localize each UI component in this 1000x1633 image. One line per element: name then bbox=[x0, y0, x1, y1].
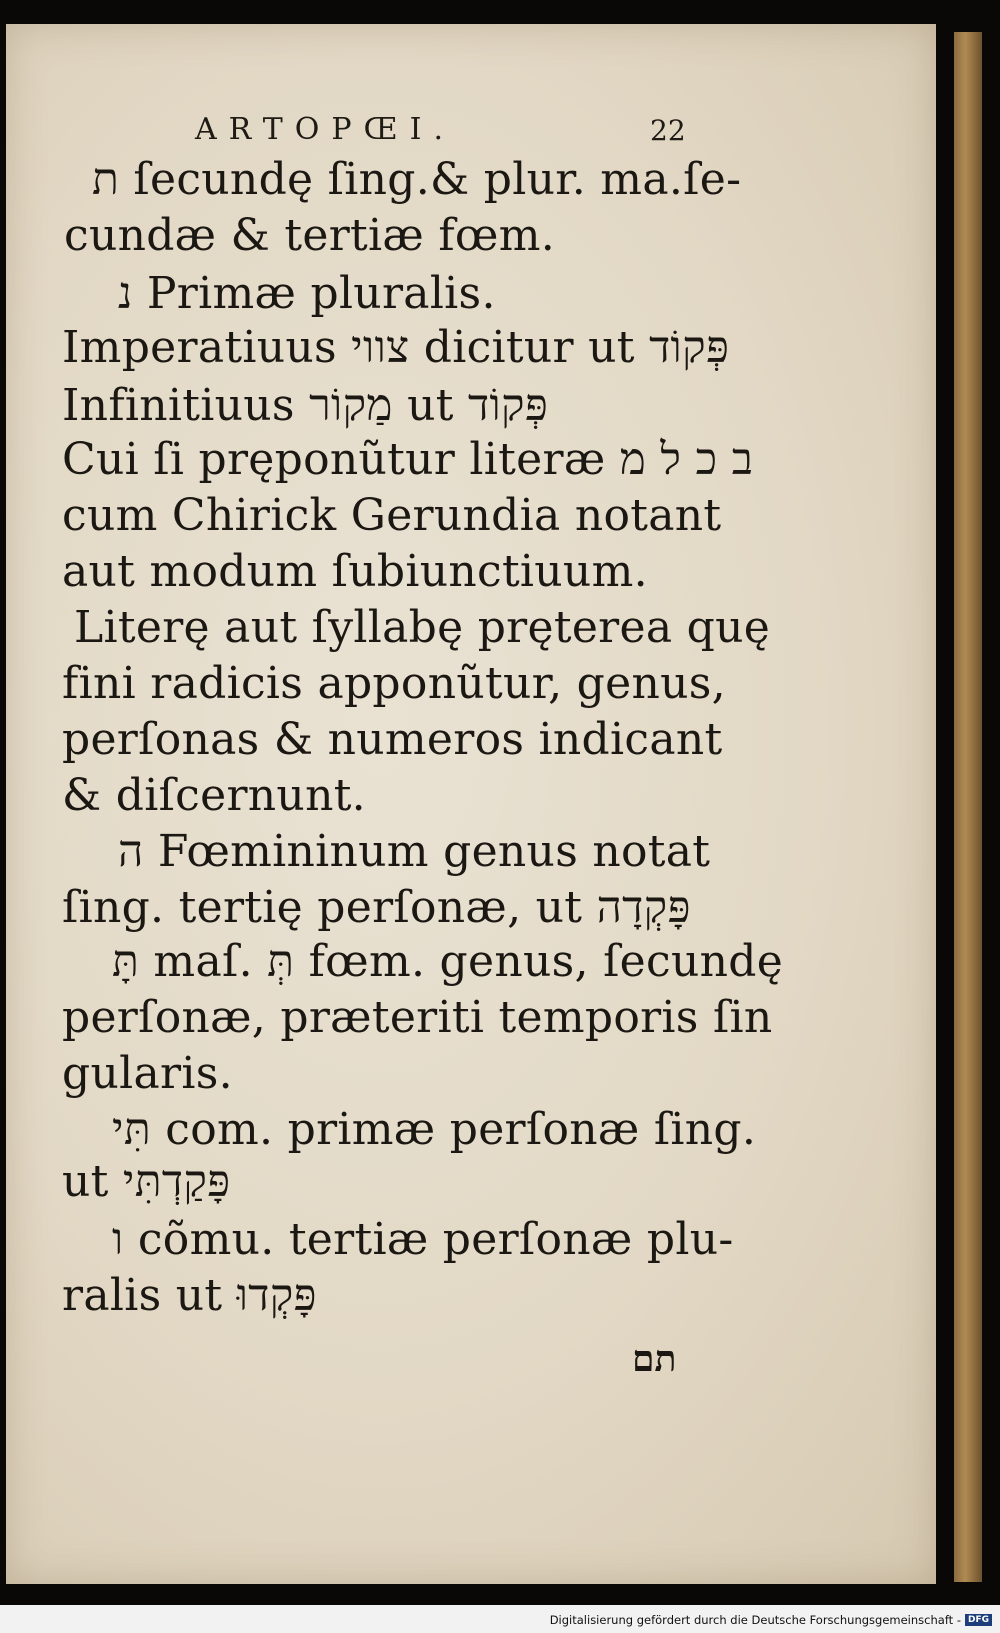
latin-text: Cui ſi pręponũtur literæ bbox=[62, 434, 620, 485]
text-line bbox=[112, 1212, 734, 1268]
hebrew-text: ה bbox=[118, 826, 144, 877]
latin-text: fœm. genus, ſecundę bbox=[294, 936, 784, 987]
text-line bbox=[62, 656, 726, 712]
text-line bbox=[74, 600, 770, 656]
latin-text: ſecundę ſing.& plur. ma.ſe- bbox=[119, 154, 742, 205]
dfg-logo: DFG bbox=[965, 1614, 992, 1626]
latin-text: ralis ut bbox=[62, 1270, 237, 1321]
text-line bbox=[64, 208, 555, 264]
text-line bbox=[62, 768, 366, 824]
funding-credit bbox=[550, 1613, 992, 1627]
latin-text: cum Chirick Gerundia notant bbox=[62, 490, 722, 541]
text-line bbox=[62, 488, 721, 544]
catchword: תם bbox=[632, 1338, 677, 1380]
latin-text: ut bbox=[392, 380, 468, 431]
latin-text: gularis. bbox=[62, 1048, 233, 1099]
running-head: ARTOPŒI. bbox=[195, 112, 456, 147]
hebrew-text: פָּקְדוּ bbox=[236, 1270, 317, 1321]
text-line bbox=[62, 1268, 317, 1324]
text-line bbox=[62, 544, 648, 600]
latin-text: aut modum ſubiunctiuum. bbox=[62, 546, 648, 597]
latin-text: Primæ pluralis. bbox=[132, 268, 496, 319]
latin-text: Literę aut ſyllabę pręterea quę bbox=[74, 602, 771, 653]
page-edge bbox=[954, 32, 982, 1582]
hebrew-text: מַקוֹר bbox=[309, 380, 393, 431]
text-line bbox=[62, 1154, 231, 1210]
credit-text: Digitalisierung gefördert durch die Deutsche Forschungsgemeinschaft - bbox=[549, 1613, 961, 1627]
hebrew-text: תְּ bbox=[267, 936, 295, 987]
text-line bbox=[62, 432, 753, 488]
latin-text: com. primæ perſonæ ſing. bbox=[150, 1104, 757, 1155]
text-line bbox=[62, 712, 722, 768]
latin-text: fini radicis apponũtur, genus, bbox=[62, 658, 726, 709]
text-line bbox=[112, 1102, 756, 1158]
text-line bbox=[62, 990, 773, 1046]
hebrew-text: ו bbox=[112, 1214, 124, 1265]
latin-text: ut bbox=[62, 1156, 123, 1207]
latin-text: perſonas & numeros indicant bbox=[62, 714, 723, 765]
hebrew-text: נ bbox=[118, 268, 133, 319]
latin-text: cõmu. tertiæ perſonæ plu- bbox=[123, 1214, 734, 1265]
hebrew-text: ת bbox=[92, 154, 120, 205]
latin-text: perſonæ, præteriti temporis ſin bbox=[62, 992, 773, 1043]
latin-text: Imperatiuus bbox=[62, 322, 352, 373]
latin-text: Infinitiuus bbox=[62, 380, 310, 431]
latin-text: Fœmininum genus notat bbox=[143, 826, 711, 877]
text-line bbox=[62, 880, 691, 936]
latin-text: maſ. bbox=[139, 936, 268, 987]
hebrew-text: פְּקוֹד bbox=[468, 380, 549, 431]
hebrew-text: פָּקַדְתִּי bbox=[122, 1156, 231, 1207]
text-line bbox=[92, 152, 741, 208]
hebrew-text: צווי bbox=[351, 322, 410, 373]
hebrew-text: תָּ bbox=[112, 936, 140, 987]
text-line bbox=[118, 266, 496, 322]
text-line bbox=[62, 320, 729, 376]
hebrew-text: פְּקוֹד bbox=[649, 322, 730, 373]
page-number: 22 bbox=[650, 114, 686, 147]
latin-text: cundæ & tertiæ fœm. bbox=[64, 210, 556, 261]
text-line bbox=[62, 378, 548, 434]
latin-text: ſing. tertię perſonæ, ut bbox=[62, 882, 597, 933]
latin-text: dicitur ut bbox=[409, 322, 650, 373]
hebrew-text: פָּקְדָה bbox=[596, 882, 691, 933]
footer-strip bbox=[0, 1605, 1000, 1633]
text-line bbox=[62, 1046, 233, 1102]
latin-text: & diſcernunt. bbox=[62, 770, 366, 821]
text-line bbox=[112, 934, 783, 990]
text-line bbox=[118, 824, 710, 880]
hebrew-text: תִּי bbox=[112, 1104, 151, 1155]
hebrew-text: ב כ ל מ bbox=[619, 434, 754, 485]
